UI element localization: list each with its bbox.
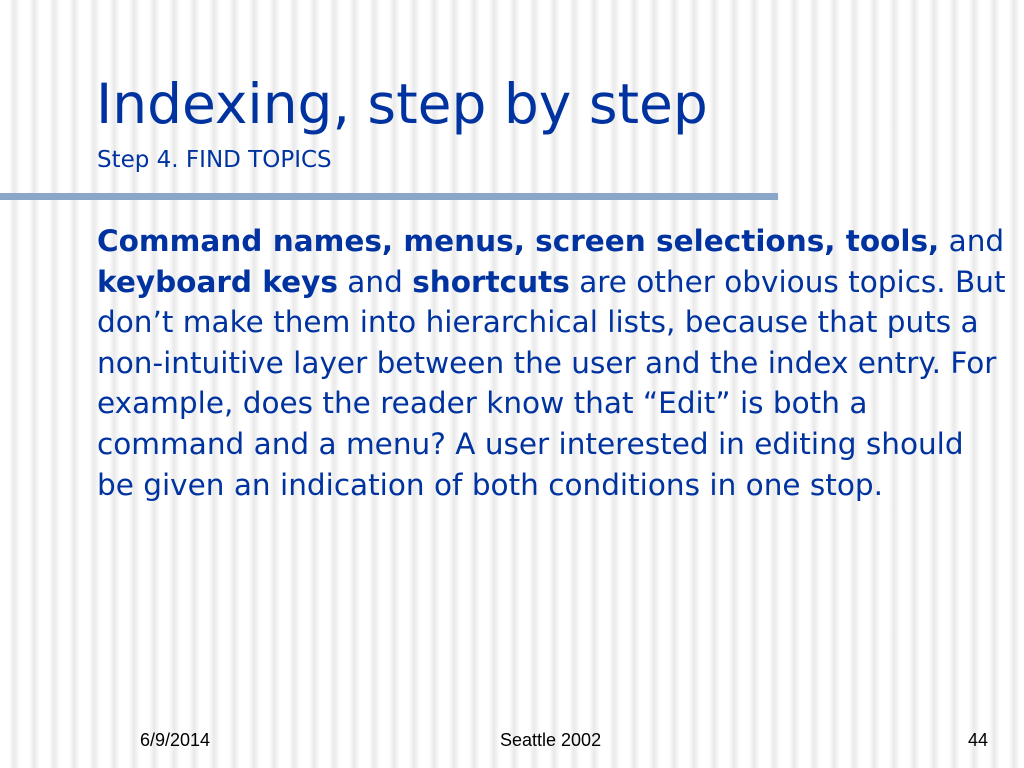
body-text-rest: are other obvious topics. But don’t make them into hierarchical lists, because that puts a non-intuitive layer between the user and the index entry. For example, does the reader know that “Edit” is both a command and a menu? A user interested in editing should be given an indication of both conditions in one stop. (97, 264, 1006, 502)
title-divider (0, 193, 778, 200)
body-paragraph (97, 221, 1007, 505)
footer-date: 6/9/2014 (140, 730, 211, 750)
footer-page-number: 44 (967, 730, 988, 750)
body-bold-commands: Command names, menus, screen selections, tools, (97, 224, 940, 258)
body-bold-shortcuts: shortcuts (412, 264, 570, 299)
footer-event: Seattle 2002 (500, 730, 602, 750)
slide-title: Indexing, step by step (96, 72, 708, 136)
body-text-and-2: and (337, 264, 413, 299)
body-bold-keyboard-keys: keyboard keys (97, 264, 338, 299)
slide-subtitle: Step 4. FIND TOPICS (97, 147, 332, 173)
body-text-and-1: and (939, 224, 1005, 258)
